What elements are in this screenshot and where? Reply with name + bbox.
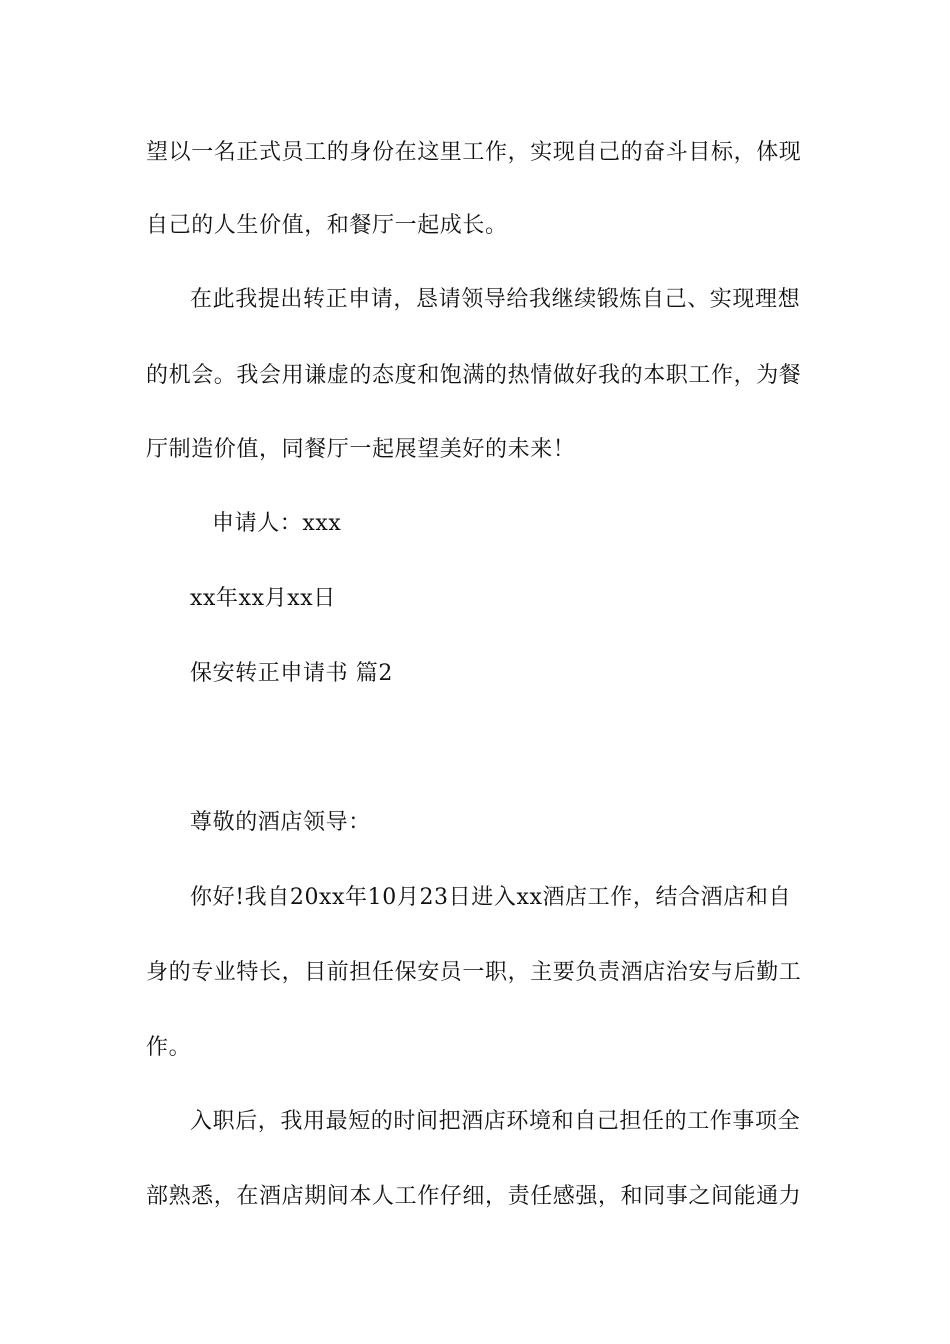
applicant-line: 申请人：xxx xyxy=(212,511,342,536)
date-line: xx年xx月xx日 xyxy=(190,586,336,611)
section-title: 保安转正申请书 篇2 xyxy=(190,661,393,686)
paragraph-line: 你好!我自20xx年10月23日进入xx酒店工作，结合酒店和自 xyxy=(190,885,792,910)
paragraph-line: 自己的人生价值，和餐厅一起成长。 xyxy=(146,213,508,238)
salutation: 尊敬的酒店领导： xyxy=(190,810,371,835)
paragraph-line: 望以一名正式员工的身份在这里工作，实现自己的奋斗目标，体现 xyxy=(146,140,802,165)
paragraph-line: 作。 xyxy=(146,1035,192,1060)
paragraph-line: 的机会。我会用谦虚的态度和饱满的热情做好我的本职工作，为餐 xyxy=(146,363,802,388)
paragraph-line: 部熟悉，在酒店期间本人工作仔细，责任感强，和同事之间能通力 xyxy=(146,1184,802,1209)
paragraph-line: 身的专业特长，目前担任保安员一职，主要负责酒店治安与后勤工 xyxy=(146,960,802,985)
paragraph-line: 厅制造价值，同餐厅一起展望美好的未来！ xyxy=(146,437,576,462)
paragraph-line: 在此我提出转正申请，恳请领导给我继续锻炼自己、实现理想 xyxy=(190,287,801,312)
paragraph-line: 入职后，我用最短的时间把酒店环境和自己担任的工作事项全 xyxy=(190,1109,801,1134)
